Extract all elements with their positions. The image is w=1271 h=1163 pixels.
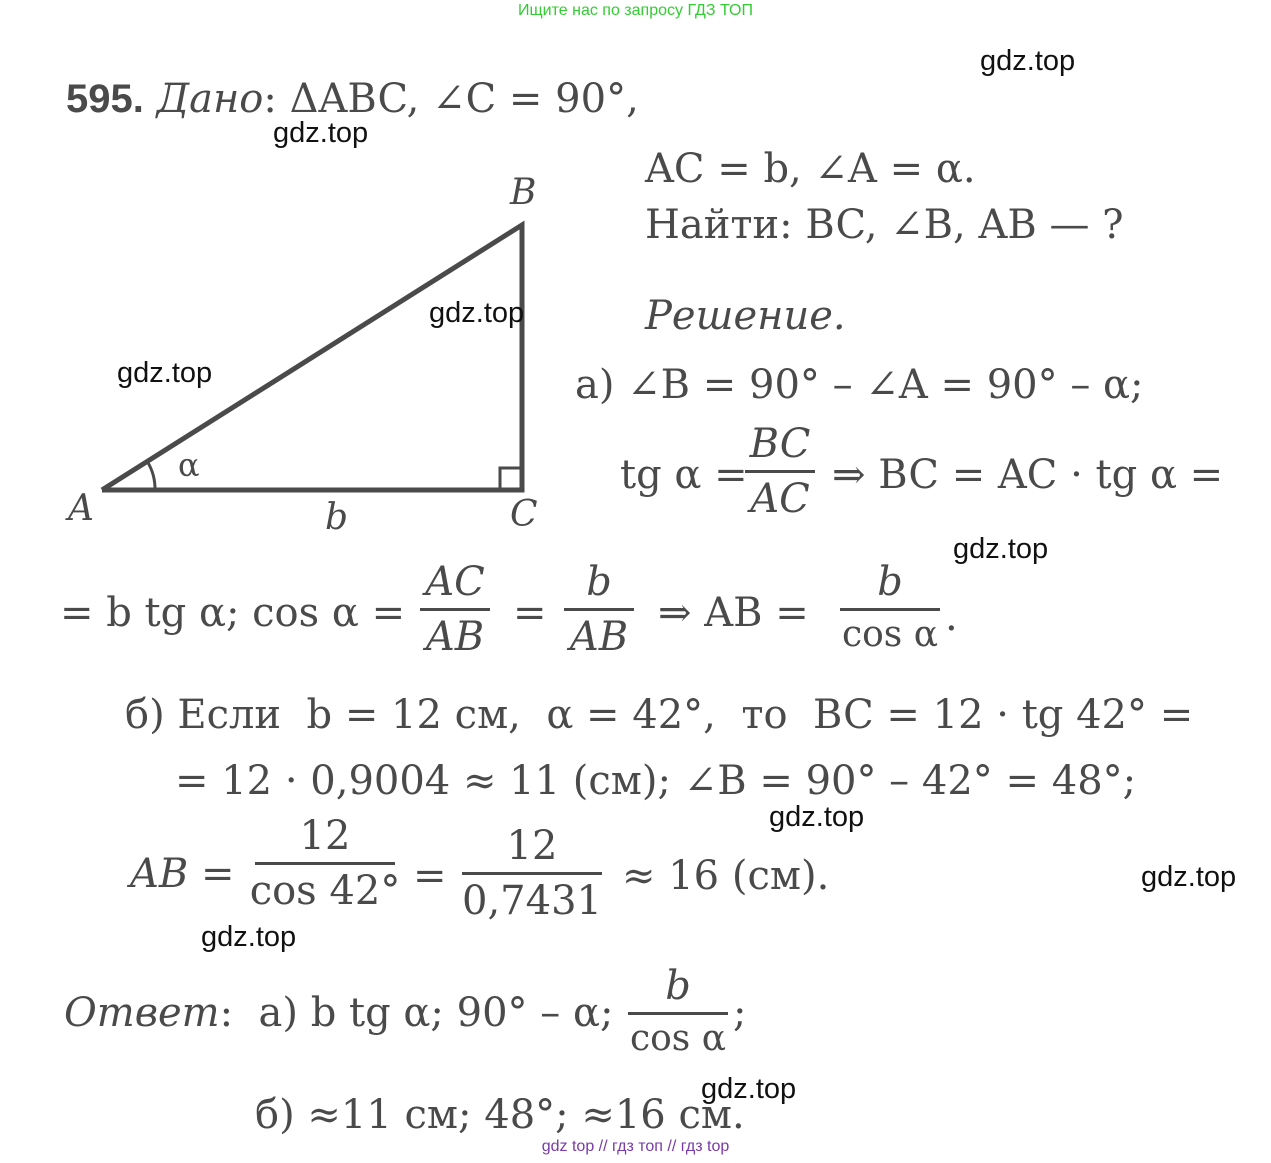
vertex-label-c: C [510,494,538,535]
fraction-12-cos42 [249,813,401,914]
fraction-denominator: cos α [629,1018,727,1059]
part-b-line1: б) Если b = 12 см, α = 42°, то BC = 12 · tg 42° = [125,692,1194,738]
ab-label: AB = [130,851,235,897]
right-angle-mark [500,468,522,490]
footer-link[interactable]: гдз top [680,1138,730,1155]
fraction-numerator: b [586,559,612,605]
find-line: Найти: BC, ∠B, AB — ? [645,202,1124,248]
side-label-b: b [325,497,349,538]
fraction-denominator: AB [425,614,485,660]
angle-label-alpha: α [178,446,200,484]
fraction-bar [745,470,815,473]
footer-separator: // [598,1138,608,1155]
given-text: ΔABC, ∠C = 90°, [289,76,639,122]
fraction-denominator: AC [750,476,810,522]
answer-line-a: Ответ: а) b tg α; 90° – α; [64,990,614,1036]
fraction-denominator: 0,7431 [462,878,602,924]
fraction-numerator: b [877,559,903,605]
watermark-text: gdz.top [980,45,1076,77]
vertex-label-a: A [68,488,94,529]
fraction-numerator: AC [425,559,485,605]
watermark-text: gdz.top [769,801,865,833]
period: . [945,594,958,640]
answer-fraction [628,963,728,1059]
fraction-denominator: cos α [841,614,939,655]
footer-separator: // [667,1138,677,1155]
fraction-bc-ac [745,421,815,522]
answer-part-b: б) ≈11 см; 48°; ≈16 см. [255,1092,745,1138]
fraction-numerator: BC [749,421,811,467]
given-label: Дано [156,76,264,122]
solution-label: Решение. [645,293,846,339]
fraction-denominator: AB [569,614,629,660]
vertex-label-b: B [510,172,537,213]
fraction-bar [462,872,602,875]
watermark-text: gdz.top [429,297,525,329]
fraction-numerator: 12 [506,823,558,869]
footer-link[interactable]: гдз топ [612,1138,663,1155]
part-a-line3: = b tg α; cos α = [60,590,406,636]
angle-arc [147,461,155,490]
fraction-bar [255,862,395,865]
given-line2: AC = b, ∠A = α. [645,146,976,192]
fraction-bar [564,608,634,611]
part-b-result: ≈ 16 (см). [622,853,830,899]
fraction-denominator: cos 42° [249,868,401,914]
tg-right: ⇒ BC = AC · tg α = [832,452,1224,498]
implies-ab: ⇒ AB = [658,590,809,636]
watermark-text: gdz.top [201,921,297,953]
fraction-bar [420,608,490,611]
problem-number: 595. [66,77,144,121]
fraction-bar [840,608,940,611]
search-hint: Ищите нас по запросу ГДЗ ТОП [518,2,753,19]
watermark-text: gdz.top [117,357,213,389]
fraction-ac-ab [420,559,490,660]
answer-semicolon: ; [733,990,747,1036]
part-a-line1: а) ∠B = 90° – ∠A = 90° – α; [575,362,1144,408]
watermark-text: gdz.top [273,117,369,149]
fraction-numerator: 12 [299,813,351,859]
footer-link[interactable]: gdz top [541,1138,595,1155]
problem-header: 595. Дано: ΔABC, ∠C = 90°, [66,76,639,122]
tg-left: tg α = [620,452,748,498]
watermark-text: gdz.top [953,533,1049,565]
equals-sign: = [513,590,547,636]
equals-sign: = [413,853,447,899]
fraction-bar [628,1012,728,1015]
footer-links [0,1138,1271,1156]
fraction-b-cos-alpha [840,559,940,655]
fraction-numerator: b [665,963,691,1009]
answer-label: Ответ [64,990,220,1036]
answer-part-a: а) b tg α; 90° – α; [258,990,614,1036]
fraction-b-ab [564,559,634,660]
part-b-line2: = 12 · 0,9004 ≈ 11 (см); ∠B = 90° – 42° = 48°; [175,758,1137,804]
watermark-text: gdz.top [701,1073,797,1105]
watermark-text: gdz.top [1141,861,1237,893]
fraction-12-07431 [462,823,602,924]
